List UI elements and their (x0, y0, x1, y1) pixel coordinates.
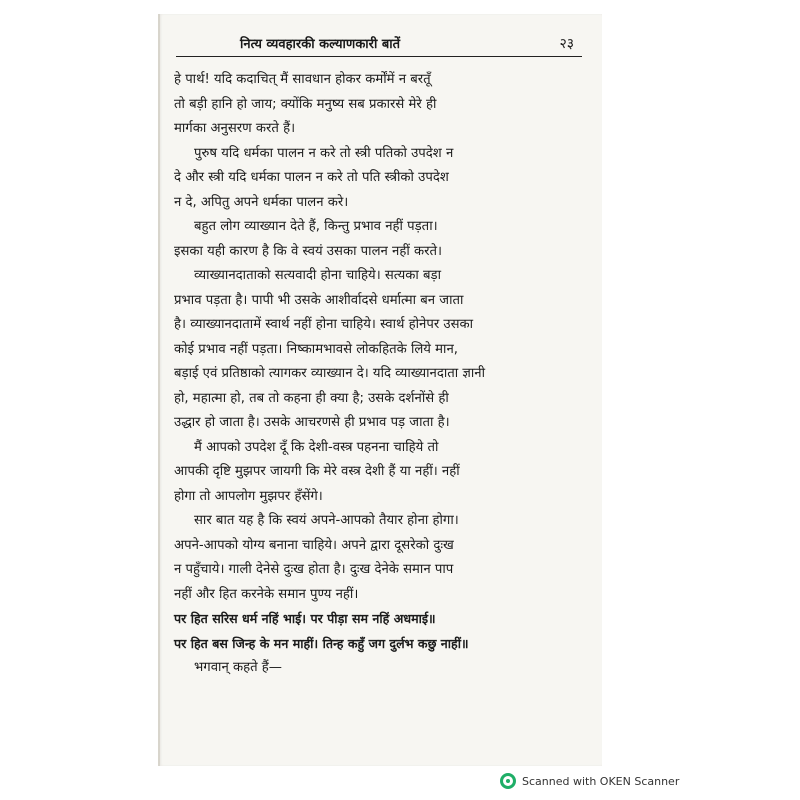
text-line: इसका यही कारण है कि वे स्वयं उसका पालन नहीं करते। (174, 243, 443, 259)
page-number: २३ (559, 36, 574, 52)
paragraph (174, 656, 586, 681)
page-header (158, 28, 600, 64)
verse-line: पर हित सरिस धर्म नहिं भाई। पर पीड़ा सम नहिं अधमाई॥ (174, 611, 436, 626)
paragraph (174, 215, 586, 264)
text-line: बड़ाई एवं प्रतिष्ठाको त्यागकर व्याख्यान दे। यदि व्याख्यानदाता ज्ञानी (174, 366, 485, 381)
text-line: हे पार्थ! यदि कदाचित् मैं सावधान होकर कर्मोंमें न बरतूँ (174, 72, 431, 87)
text-line: सार बात यह है कि स्वयं अपने-आपको तैयार होना होगा। (194, 513, 459, 528)
page-body (174, 68, 586, 681)
paragraph (174, 509, 586, 607)
text-line: नहीं और हित करनेके समान पुण्य नहीं। (174, 586, 359, 602)
text-line: उद्धार हो जाता है। उसके आचरणसे ही प्रभाव पड़ जाता है। (174, 415, 450, 430)
verse-quote (174, 607, 586, 656)
paragraph (174, 142, 586, 216)
text-line: है। व्याख्यानदातामें स्वार्थ नहीं होना चाहिये। स्वार्थ होनेपर उसका (174, 317, 474, 332)
running-title: नित्य व्यवहारकी कल्याणकारी बातें (240, 37, 401, 52)
paragraph (174, 264, 586, 436)
scanner-text: Scanned with OKEN Scanner (522, 774, 680, 788)
text-line: मैं आपको उपदेश दूँ कि देशी-वस्त्र पहनना चाहिये तो (194, 439, 439, 455)
text-line: होगा तो आपलोग मुझपर हँसेंगे। (174, 488, 323, 504)
text-line: न दे, अपितु अपने धर्मका पालन करे। (174, 194, 349, 210)
text-line: कोई प्रभाव नहीं पड़ता। निष्कामभावसे लोकहितके लिये मान, (174, 341, 458, 357)
scanner-watermark (500, 770, 679, 792)
verse-line: पर हित बस जिन्ह के मन माहीं। तिन्ह कहुँ जग दुर्लभ कछु नाहीं॥ (174, 635, 469, 651)
paragraph (174, 436, 586, 510)
text-line: बहुत लोग व्याख्यान देते हैं, किन्तु प्रभाव नहीं पड़ता। (194, 219, 438, 234)
text-line: तो बड़ी हानि हो जाय; क्योंकि मनुष्य सब प्रकारसे मेरे ही (174, 96, 437, 112)
text-line: अपने-आपको योग्य बनाना चाहिये। अपने द्वारा दूसरेको दुःख (174, 537, 454, 553)
text-line: पुरुष यदि धर्मका पालन न करे तो स्त्री पतिको उपदेश न (194, 145, 454, 161)
text-line: मार्गका अनुसरण करते हैं। (174, 121, 296, 136)
closing-line: भगवान् कहते हैं— (194, 660, 282, 675)
scanner-logo-icon (500, 773, 516, 789)
header-rule (176, 56, 582, 57)
text-line: प्रभाव पड़ता है। पापी भी उसके आशीर्वादसे धर्मात्मा बन जाता (174, 292, 464, 308)
text-line: व्याख्यानदाताको सत्यवादी होना चाहिये। सत्यका बड़ा (194, 268, 442, 283)
text-line: दे और स्त्री यदि धर्मका पालन न करे तो पति स्त्रीको उपदेश (174, 170, 449, 185)
paragraph (174, 68, 586, 142)
text-line: आपकी दृष्टि मुझपर जायगी कि मेरे वस्त्र देशी हैं या नहीं। नहीं (174, 464, 460, 479)
text-line: हो, महात्मा हो, तब तो कहना ही क्या है; उसके दर्शनोंसे ही (174, 390, 449, 406)
text-line: न पहुँचाये। गाली देनेसे दुःख होता है। दुःख देनेके समान पाप (174, 562, 454, 577)
